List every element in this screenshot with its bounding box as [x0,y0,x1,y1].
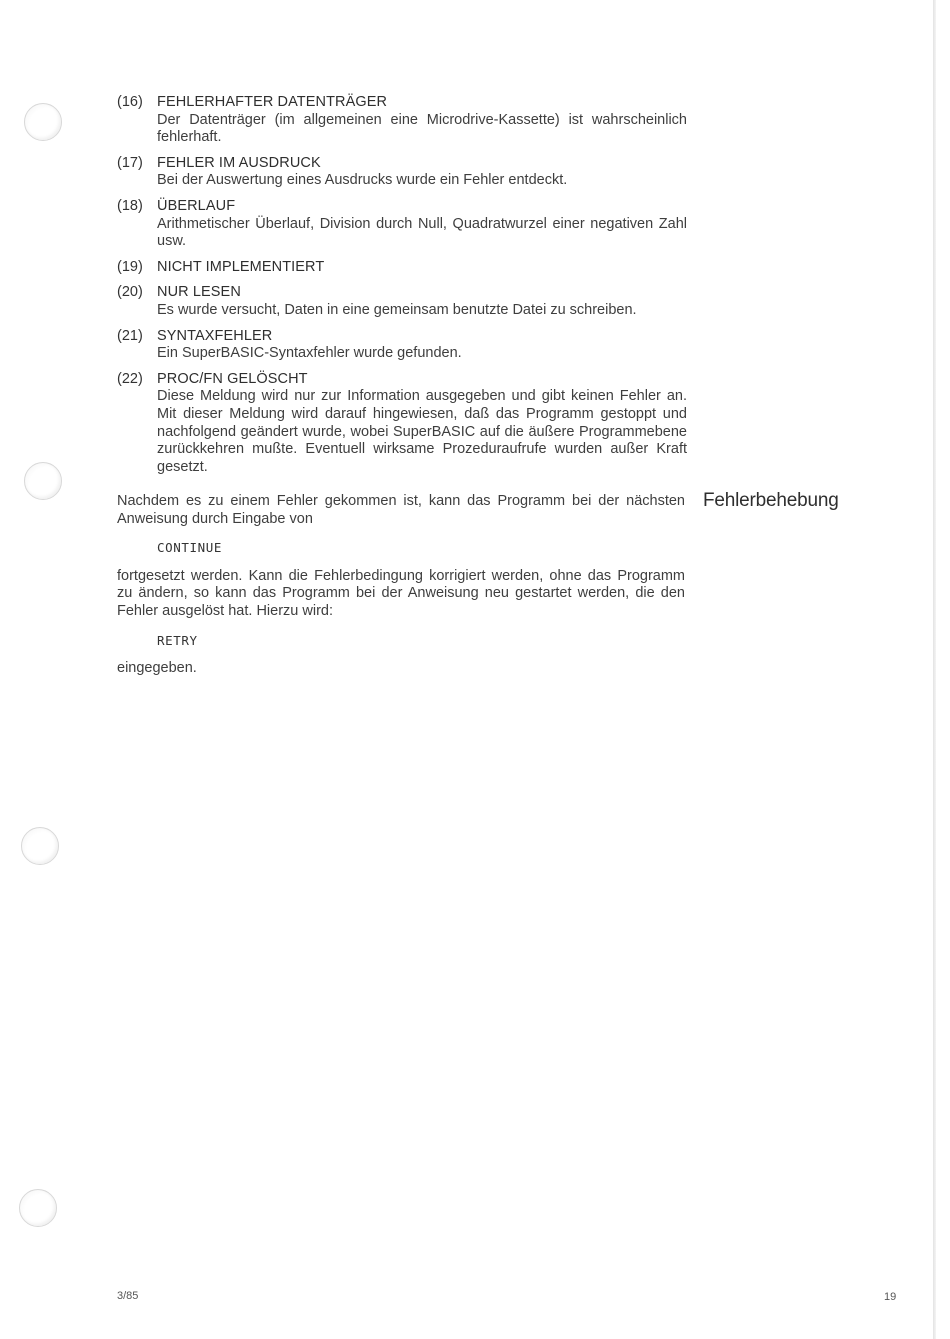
punch-hole [21,827,59,865]
error-code: (20) [117,284,143,301]
error-code: (17) [117,154,143,171]
recovery-intro: Nachdem es zu einem Fehler gekommen ist, kann das Programm bei der nächsten Anweisung durch Eingabe von [117,493,685,527]
recovery-middle: fortgesetzt werden. Kann die Fehlerbedingung korrigiert werden, ohne das Programm zu ändern, so kann das Programm bei der Anweisung neu gestartet werden, die den Fehler ausgelöst hat. Hierzu wird: [117,567,685,619]
error-code: (22) [117,370,143,387]
punch-hole [24,103,62,141]
page-number: 19 [884,1291,897,1303]
code-continue: CONTINUE [157,540,223,556]
error-title: FEHLER IM AUSDRUCK [157,154,321,171]
error-content [157,94,687,147]
error-title: NICHT IMPLEMENTIERT [157,258,325,275]
error-description: Arithmetischer Überlauf, Division durch Null, Quadratwurzel einer negativen Zahl usw. [157,215,687,250]
error-code: (16) [117,94,143,110]
error-title: ÜBERLAUF [157,197,236,214]
error-content [157,284,687,319]
error-description: Diese Meldung wird nur zur Information ausgegeben und gibt keinen Fehler an. Mit dieser Meldung wird darauf hingewiesen, daß das Programm gestoppt und nachfolgend geändert wurde, wobei SuperBASIC auf die äußere Programmebene zurückkehren mußte. Eventuell wirksame Prozeduraufrufe wurden außer Kraft gesetzt. [157,388,687,475]
error-content [157,155,687,190]
error-title: NUR LESEN [157,284,241,301]
error-item-22 [117,371,687,477]
error-title: PROC/FN GELÖSCHT [157,370,308,387]
error-item-19 [117,259,687,277]
error-description: Ein SuperBASIC-Syntaxfehler wurde gefunden. [157,345,462,362]
punch-hole [24,462,62,500]
error-item-16 [117,94,687,147]
error-item-21 [117,328,687,363]
recovery-section [117,493,685,678]
error-code: (21) [117,327,143,344]
error-code: (18) [117,197,143,214]
code-retry: RETRY [157,632,198,648]
error-content [157,328,687,363]
error-list [117,94,687,484]
error-item-18 [117,198,687,251]
error-description: Es wurde versucht, Daten in eine gemeinsam benutzte Datei zu schreiben. [157,301,637,318]
error-item-20 [117,284,687,319]
section-heading: Fehlerbehebung [703,490,839,511]
error-content [157,259,687,277]
error-title: FEHLERHAFTER DATENTRÄGER [157,94,388,110]
error-title: SYNTAXFEHLER [157,327,273,344]
error-content [157,198,687,251]
punch-hole [19,1189,57,1227]
error-description: Bei der Auswertung eines Ausdrucks wurde ein Fehler entdeckt. [157,172,568,189]
error-item-17 [117,155,687,190]
page-edge [933,0,936,1339]
error-content [157,371,687,477]
recovery-outro: eingegeben. [117,660,197,677]
footer-date: 3/85 [117,1290,139,1302]
error-description: Der Datenträger (im allgemeinen eine Microdrive-Kassette) ist wahrscheinlich fehlerhaft. [157,111,687,146]
error-code: (19) [117,258,143,275]
